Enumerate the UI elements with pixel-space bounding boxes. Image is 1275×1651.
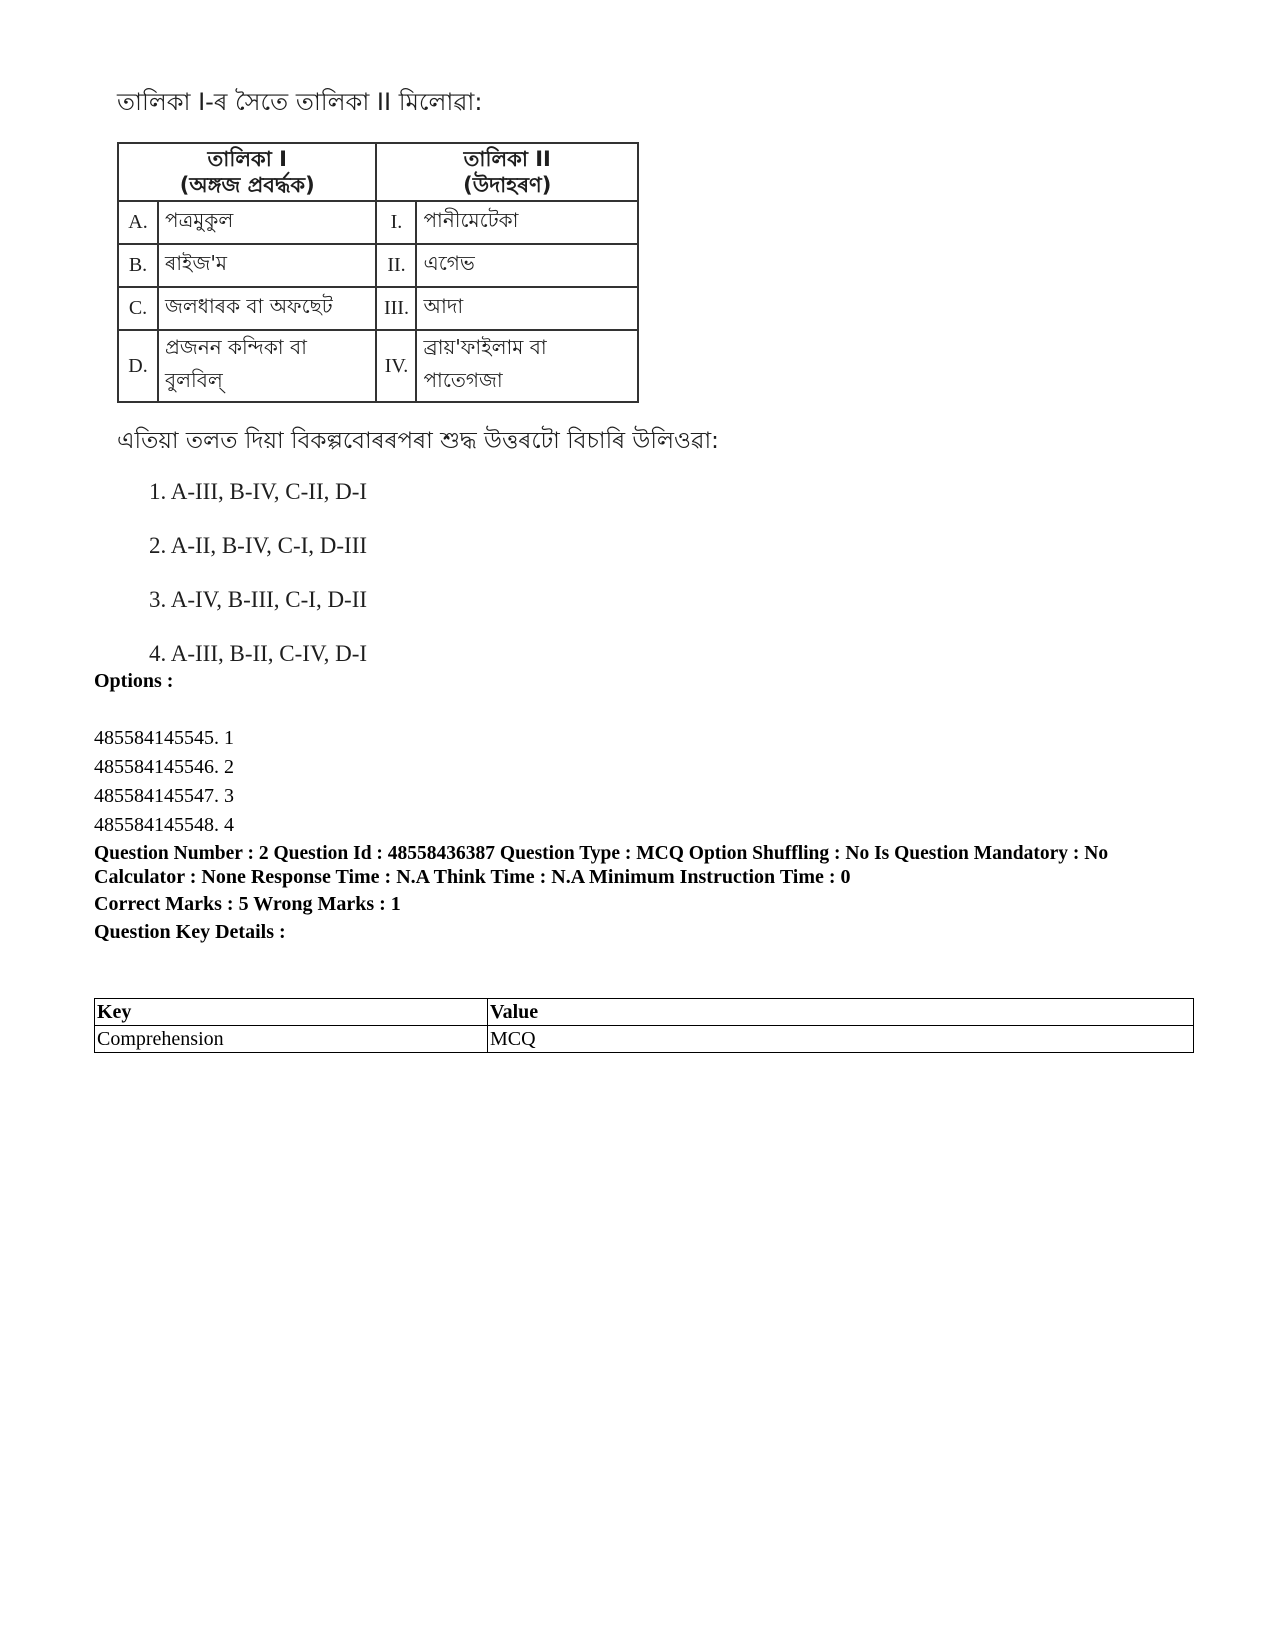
row-label-iii: III. <box>376 287 416 330</box>
option-item: 485584145547. 3 <box>94 785 234 807</box>
list2-subtitle: (উদাহৰণ) <box>463 173 552 197</box>
value-column-header: Value <box>488 999 1194 1026</box>
row-value-iii: আদা <box>416 287 638 330</box>
row-value-iv: ব্ৰায়'ফাইলাম বা পাতেগজা <box>416 330 638 402</box>
key-table-header <box>95 999 1194 1026</box>
option-item: 485584145545. 1 <box>94 727 234 749</box>
row-value-a: পত্ৰমুকুল <box>158 201 376 244</box>
choice-item: 1. A-III, B-IV, C-II, D-I <box>149 479 368 504</box>
row-value-i: পানীমেটেকা <box>416 201 638 244</box>
key-details-heading: Question Key Details : <box>94 921 286 943</box>
question-intro: তালিকা I-ৰ সৈতে তালিকা II মিলোৱা: <box>117 88 483 116</box>
question-meta-line2: Calculator : None Response Time : N.A Think Time : N.A Minimum Instruction Time : 0 <box>94 866 851 888</box>
table-row <box>95 1026 1194 1053</box>
row-value-d: প্ৰজনন কন্দিকা বা বুলবিল্ <box>158 330 376 402</box>
row-label-i: I. <box>376 201 416 244</box>
question-meta-line1: Question Number : 2 Question Id : 48558436387 Question Type : MCQ Option Shuffling : No Is Question Mandatory : No <box>94 843 1109 864</box>
list1-header <box>118 143 376 201</box>
match-table <box>117 142 639 403</box>
option-item: 485584145548. 4 <box>94 814 234 836</box>
question-instruction: এতিয়া তলত দিয়া বিকল্পবোৰৰপৰা শুদ্ধ উত্তৰটো বিচাৰি উলিওৱা: <box>117 428 719 454</box>
row-label-c: C. <box>118 287 158 330</box>
match-row <box>118 201 638 244</box>
options-list <box>94 724 234 840</box>
options-heading: Options : <box>94 670 174 692</box>
row-value-b: ৰাইজ'ম <box>158 244 376 287</box>
row-label-b: B. <box>118 244 158 287</box>
row-label-iv: IV. <box>376 330 416 402</box>
list2-title: তালিকা II <box>463 147 551 171</box>
match-row <box>118 287 638 330</box>
row-label-d: D. <box>118 330 158 402</box>
choice-list <box>149 477 367 693</box>
list1-subtitle: (অঙ্গজ প্ৰবৰ্দ্ধক) <box>179 173 315 197</box>
key-details-table <box>94 998 1194 1053</box>
key-column-header: Key <box>95 999 488 1026</box>
list2-header <box>376 143 638 201</box>
key-cell: Comprehension <box>95 1026 488 1053</box>
marks-line: Correct Marks : 5 Wrong Marks : 1 <box>94 893 401 915</box>
row-value-ii: এগেভ <box>416 244 638 287</box>
choice-item: 3. A-IV, B-III, C-I, D-II <box>149 587 368 612</box>
choice-item: 2. A-II, B-IV, C-I, D-III <box>149 533 368 558</box>
list1-title: তালিকা I <box>207 147 287 171</box>
row-label-ii: II. <box>376 244 416 287</box>
match-row <box>118 244 638 287</box>
match-table-header <box>118 143 638 201</box>
value-cell: MCQ <box>488 1026 1194 1053</box>
choice-item: 4. A-III, B-II, C-IV, D-I <box>149 641 368 666</box>
match-row <box>118 330 638 402</box>
row-label-a: A. <box>118 201 158 244</box>
question-image <box>117 82 777 666</box>
option-item: 485584145546. 2 <box>94 756 234 778</box>
row-value-c: জলধাৰক বা অফছেট <box>158 287 376 330</box>
